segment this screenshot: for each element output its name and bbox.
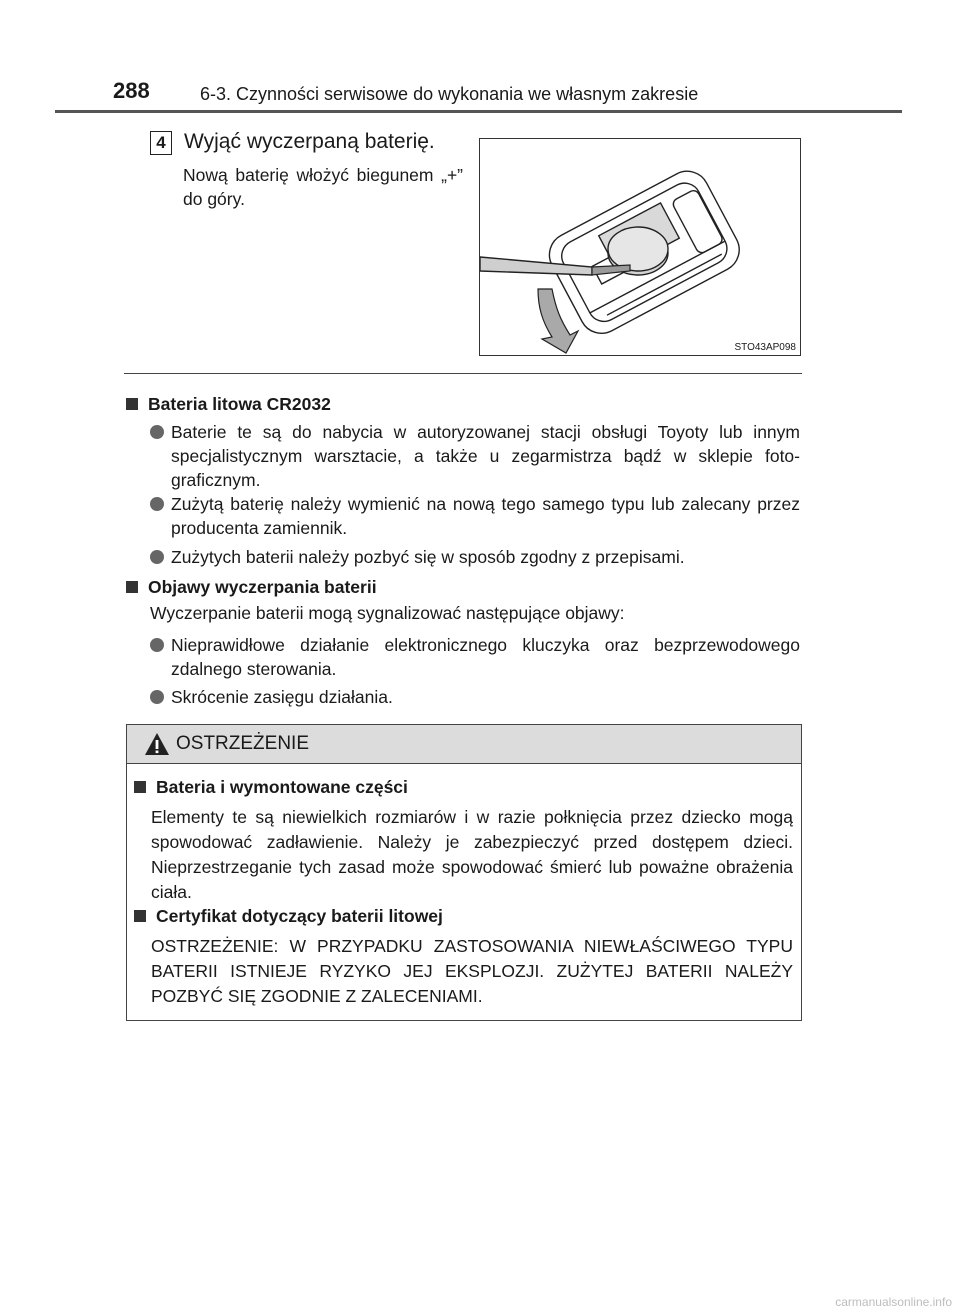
square-bullet-icon [134, 781, 146, 793]
section-intro: Wyczerpanie baterii mogą sygnalizować następujące objawy: [150, 603, 625, 623]
circle-bullet-icon [150, 497, 164, 511]
list-item-text: Baterie te są do nabycia w autoryzowanej stacji obsługi Toyoty lub innym specjalistycznym warsztacie, a także u zegarmistrza bądź w sklepie foto-graficznym. [171, 422, 800, 490]
step-title: Wyjąć wyczerpaną baterię. [184, 130, 435, 153]
warning-item-heading [134, 777, 408, 798]
chapter-title: 6-3. Czynności serwisowe do wykonania we własnym zakresie [200, 84, 699, 104]
section-divider [124, 373, 802, 374]
section-title: Bateria litowa CR2032 [148, 394, 331, 414]
section-battery-heading [126, 392, 331, 416]
list-item [150, 633, 800, 681]
warning-triangle-icon [144, 732, 170, 756]
circle-bullet-icon [150, 638, 164, 652]
circle-bullet-icon [150, 550, 164, 564]
section-symptoms-heading [126, 575, 377, 599]
key-fob-drawing [480, 139, 800, 355]
list-item-text: Nieprawidłowe działanie elektronicznego kluczyka oraz bezprzewodowego zdalnego sterowania. [171, 635, 800, 679]
warning-box [126, 724, 802, 1021]
page-header [0, 0, 960, 116]
list-item [150, 492, 800, 540]
list-item [150, 685, 800, 709]
warning-title: OSTRZEŻENIE [176, 733, 310, 754]
watermark: carmanualsonline.info [835, 1295, 952, 1309]
step-note: Nową baterię włożyć biegunem „+” do góry. [183, 165, 463, 209]
list-item-text: Zużytą baterię należy wymienić na nową tego samego typu lub zalecany przez producenta zamiennik. [171, 494, 800, 538]
list-item-text: Skrócenie zasięgu działania. [171, 687, 393, 707]
warning-item-title: Bateria i wymontowane części [156, 777, 408, 797]
step-number-box: 4 [150, 131, 172, 155]
warning-item-text: OSTRZEŻENIE: W PRZYPADKU ZASTOSOWANIA NIEWŁAŚCIWEGO TYPU BATERII ISTNIEJE RYZYKO JEJ EKSPLOZJI. ZUŻYTEJ BATERII NALEŻY POZBYĆ SIĘ ZGODNIE Z ZALECENIAMI. [151, 936, 793, 1006]
circle-bullet-icon [150, 425, 164, 439]
header-divider [55, 110, 902, 113]
page-number: 288 [113, 78, 150, 103]
warning-item-heading [134, 906, 443, 927]
list-item [150, 545, 800, 569]
warning-item-text: Elementy te są niewielkich rozmiarów i w razie połknięcia przez dziecko mogą spowodować zadławienie. Należy je zabezpieczyć przed dostępem dzieci. Nieprzestrzeganie tych zasad może spowodować śmierć lub poważne obrażenia ciała. [151, 807, 793, 902]
warning-header [127, 725, 801, 764]
square-bullet-icon [126, 581, 138, 593]
list-item-text: Zużytych baterii należy pozbyć się w sposób zgodny z przepisami. [171, 547, 685, 567]
figure-code: STO43AP098 [734, 342, 796, 353]
list-item [150, 420, 800, 492]
warning-item-title: Certyfikat dotyczący baterii litowej [156, 906, 443, 926]
square-bullet-icon [134, 910, 146, 922]
section-title: Objawy wyczerpania baterii [148, 577, 377, 597]
battery-removal-illustration [479, 138, 801, 356]
square-bullet-icon [126, 398, 138, 410]
circle-bullet-icon [150, 690, 164, 704]
